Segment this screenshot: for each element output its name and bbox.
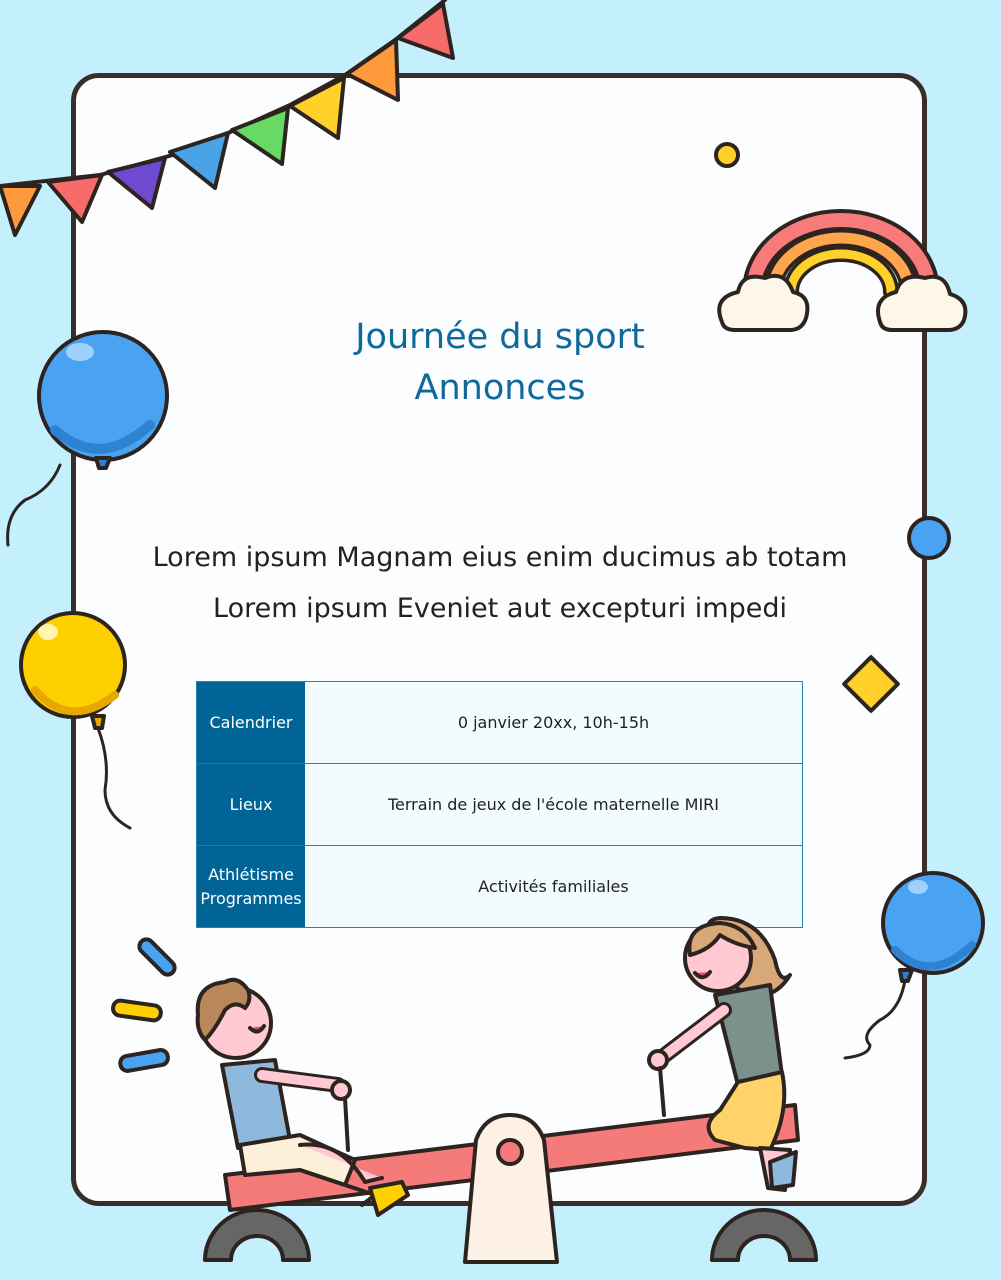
row-value: Activités familiales bbox=[305, 846, 803, 928]
row-label: Calendrier bbox=[197, 682, 306, 764]
blue-balloon-icon bbox=[8, 332, 167, 545]
row-value: 0 janvier 20xx, 10h-15h bbox=[305, 682, 803, 764]
yellow-dot-icon bbox=[716, 144, 738, 166]
title-line-2: Annonces bbox=[414, 368, 586, 408]
row-label: Athlétisme Programmes bbox=[197, 846, 306, 928]
subtitle-line-2: Lorem ipsum Eveniet aut excepturi impedi bbox=[213, 593, 787, 624]
confetti-icon bbox=[112, 936, 177, 1072]
diamond-icon bbox=[844, 657, 898, 711]
blue-dot-icon bbox=[909, 518, 949, 558]
row-label: Lieux bbox=[197, 764, 306, 846]
yellow-balloon-icon bbox=[21, 613, 130, 828]
blue-balloon-icon bbox=[845, 873, 983, 1058]
bunting-icon bbox=[0, 0, 453, 235]
title-line-1: Journée du sport bbox=[355, 317, 645, 357]
rainbow-icon bbox=[719, 220, 965, 330]
subtitle-line-1: Lorem ipsum Magnam eius enim ducimus ab totam bbox=[152, 542, 848, 573]
row-value: Terrain de jeux de l'école maternelle MIRI bbox=[305, 764, 803, 846]
